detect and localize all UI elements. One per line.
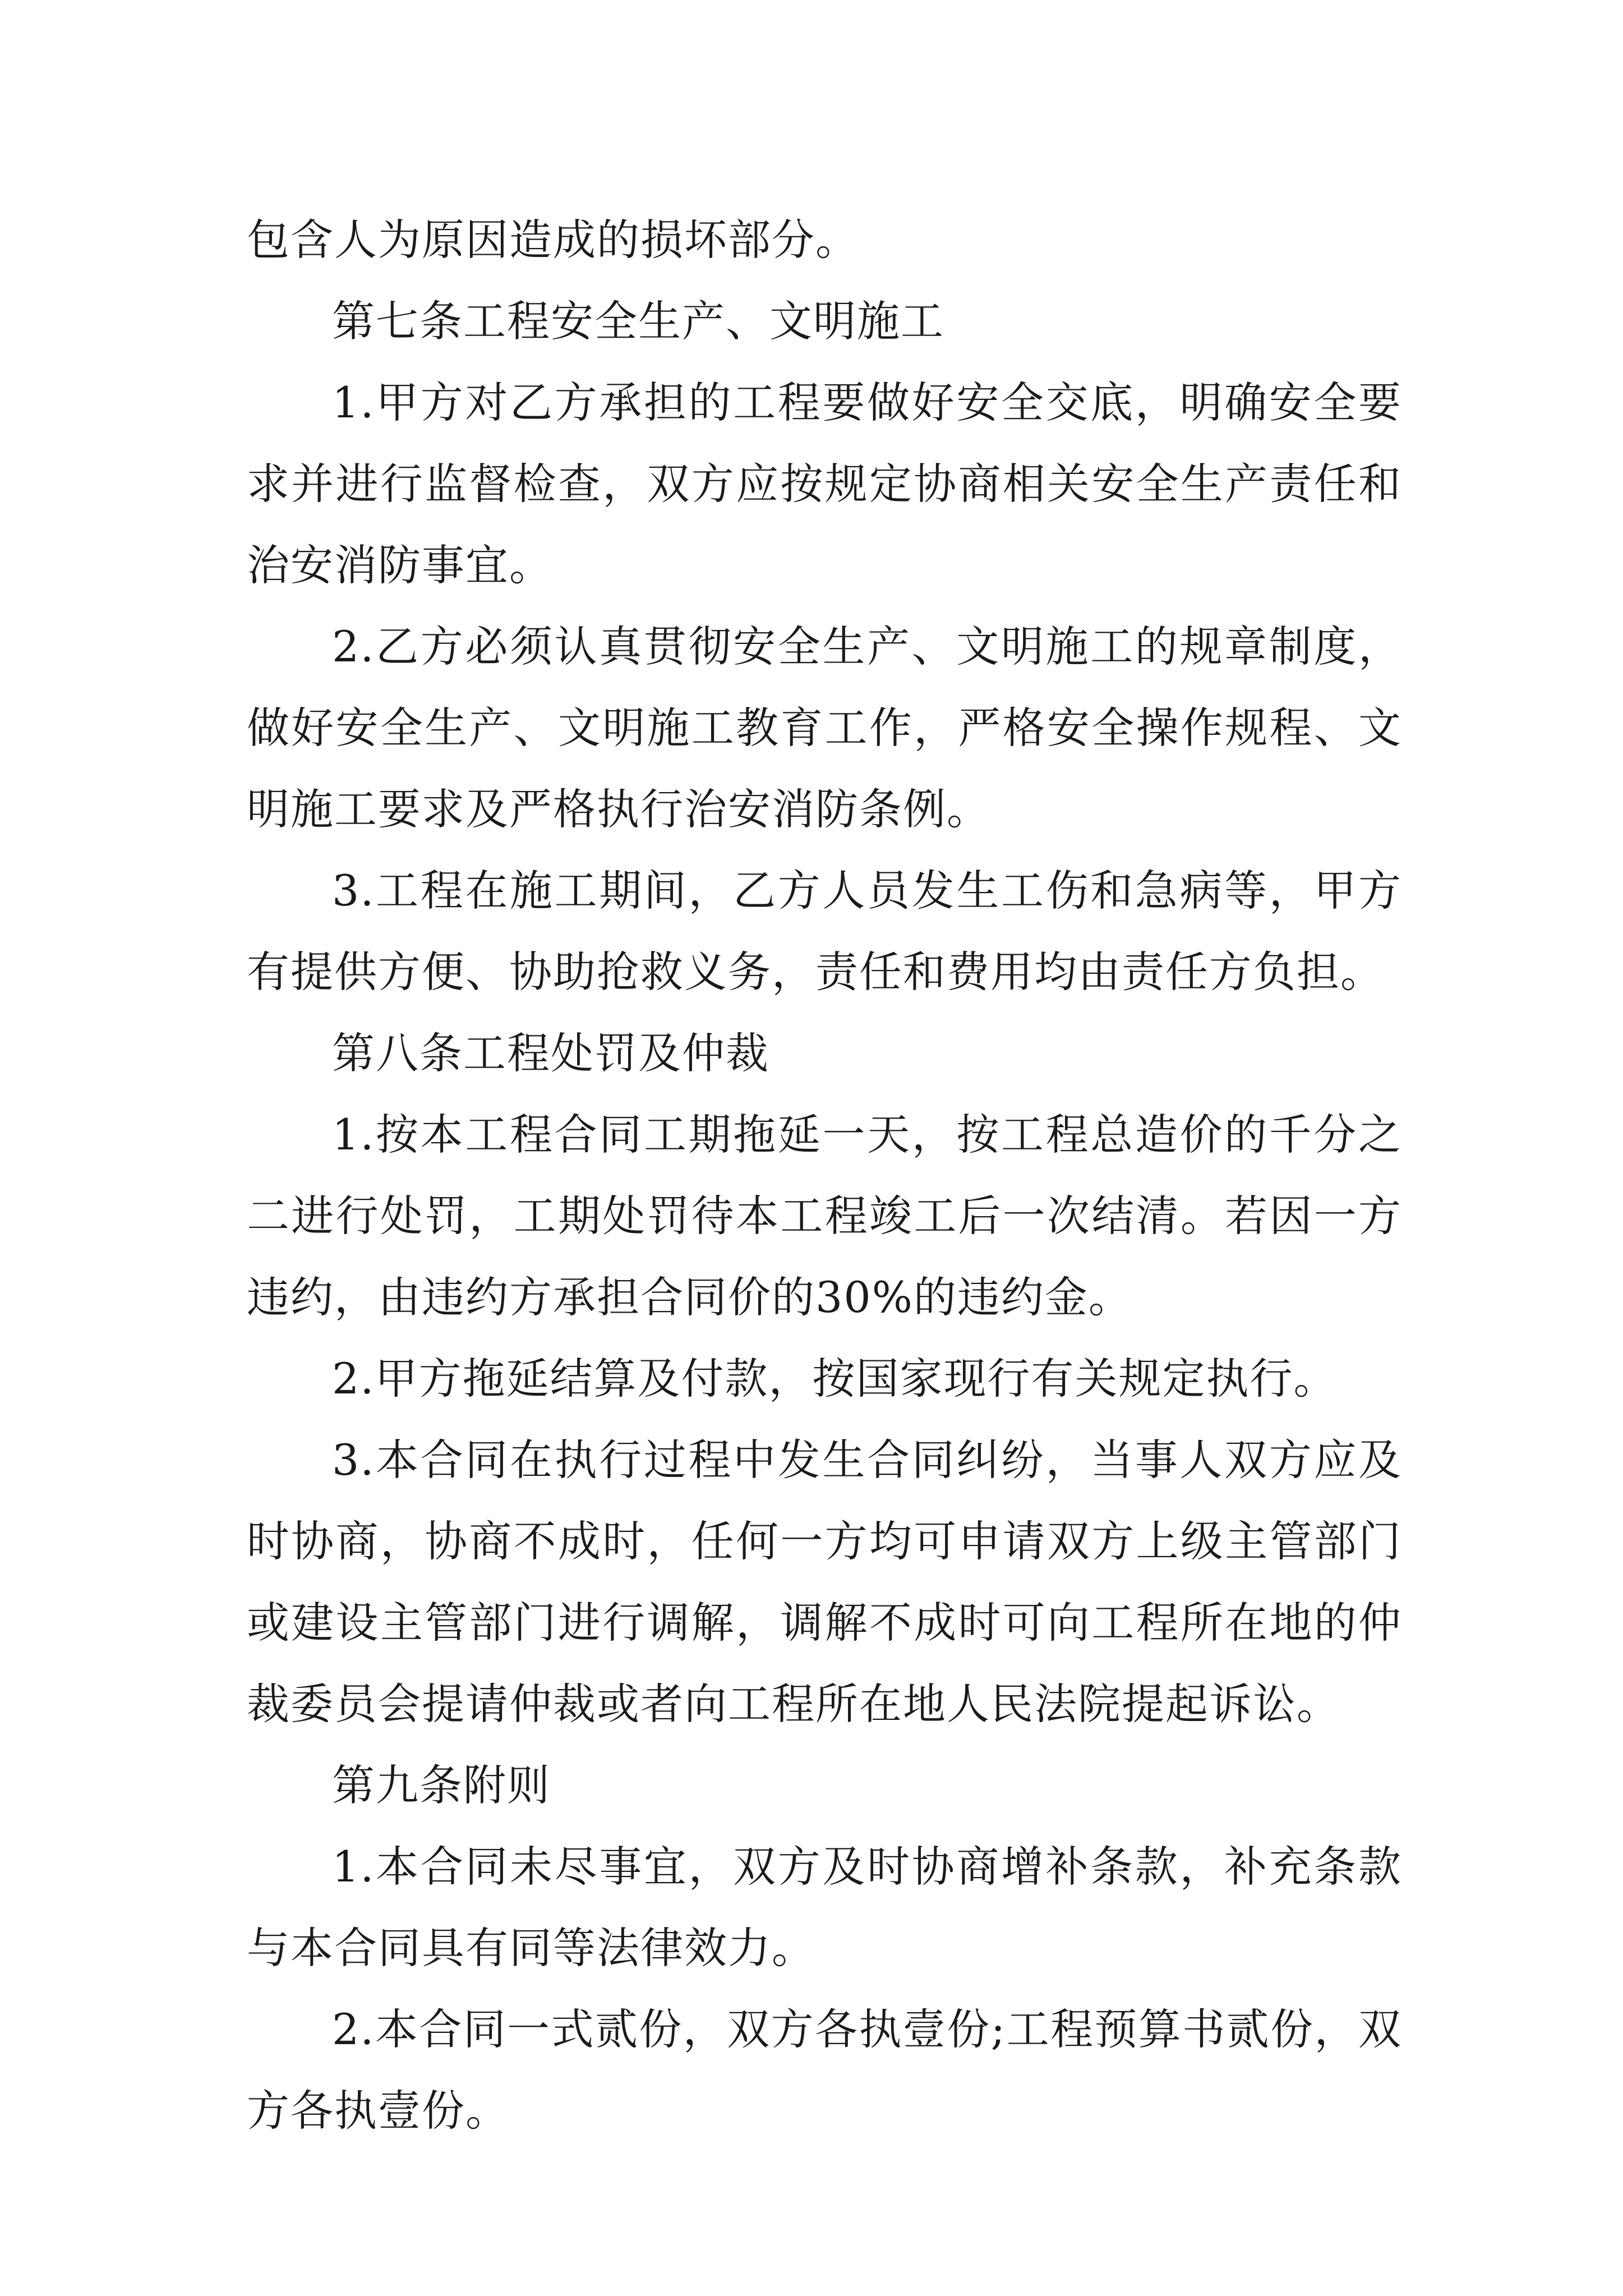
paragraph-article-9-item-2: 2.本合同一式贰份，双方各执壹份;工程预算书贰份，双方各执壹份。 <box>247 2004 1402 2136</box>
document-body <box>247 199 1402 2151</box>
section-heading-article-7: 第七条工程安全生产、文明施工 <box>332 296 944 346</box>
paragraph-article-7-item-2: 2.乙方必须认真贯彻安全生产、文明施工的规章制度，做好安全生产、文明施工教育工作，严格安全操作规程、文明施工要求及严格执行治安消防条例。 <box>247 622 1402 834</box>
paragraph-article-9-item-1: 1.本合同未尽事宜，双方及时协商增补条款，补充条款与本合同具有同等法律效力。 <box>247 1842 1402 1973</box>
paragraph-article-8-item-1: 1.按本工程合同工期拖延一天，按工程总造价的千分之二进行处罚，工期处罚待本工程竣工后一次结清。若因一方违约，由违约方承担合同价的30%的违约金。 <box>247 1110 1402 1322</box>
paragraph-article-7-item-3: 3.工程在施工期间，乙方人员发生工伤和急病等，甲方有提供方便、协助抢救义务，责任和费用均由责任方负担。 <box>247 866 1402 997</box>
paragraph-article-8-item-2: 2.甲方拖延结算及付款，按国家现行有关规定执行。 <box>332 1354 1338 1404</box>
paragraph-article-7-item-1: 1.甲方对乙方承担的工程要做好安全交底，明确安全要求并进行监督检查，双方应按规定协商相关安全生产责任和治安消防事宜。 <box>247 378 1402 590</box>
section-heading-article-9: 第九条附则 <box>332 1760 551 1810</box>
paragraph-continuation: 包含人为原因造成的损坏部分。 <box>247 215 859 265</box>
section-heading-article-8: 第八条工程处罚及仲裁 <box>332 1028 769 1078</box>
paragraph-article-8-item-3: 3.本合同在执行过程中发生合同纠纷，当事人双方应及时协商，协商不成时，任何一方均可申请双方上级主管部门或建设主管部门进行调解，调解不成时可向工程所在地的仲裁委员会提请仲裁或者向工程所在地人民法院提起诉讼。 <box>247 1435 1402 1729</box>
